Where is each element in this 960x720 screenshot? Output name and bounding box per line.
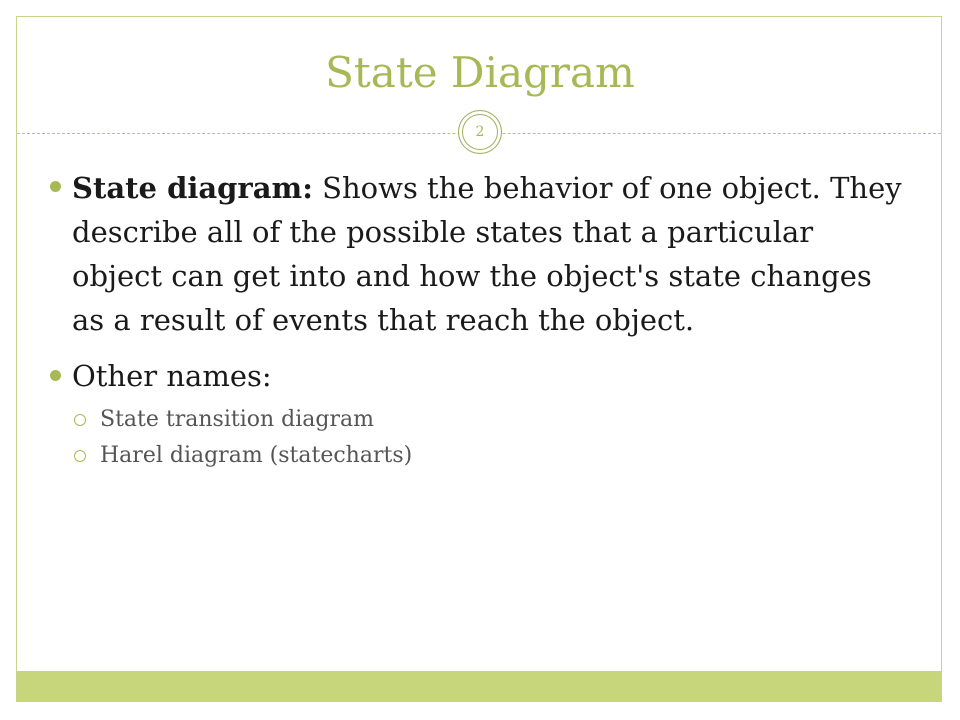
hollow-circle-icon [74,450,86,462]
bullet-dot-icon [50,370,61,381]
slide-content [46,166,906,470]
slide-title: State Diagram [325,48,635,97]
bottom-accent-bar [17,671,941,701]
subitem-harel [46,442,906,470]
bullet-dot-icon [50,181,61,192]
bullet-term: State diagram: [72,171,313,205]
hollow-circle-icon [74,414,86,426]
page-number: 2 [475,124,485,140]
bullet-text: Other names: [72,359,272,393]
page-number-badge [458,110,502,154]
subitem-text: State transition diagram [100,407,374,432]
bullet-other-names [46,354,906,398]
subitem-state-transition [46,406,906,434]
bullet-text: Shows the behavior of one object. They describe all of the possible states that a particular object can get into and how the object's state changes as a result of events that reach the object. [72,171,902,337]
subitem-text: Harel diagram (statecharts) [100,443,413,468]
bullet-state-diagram [46,166,906,342]
